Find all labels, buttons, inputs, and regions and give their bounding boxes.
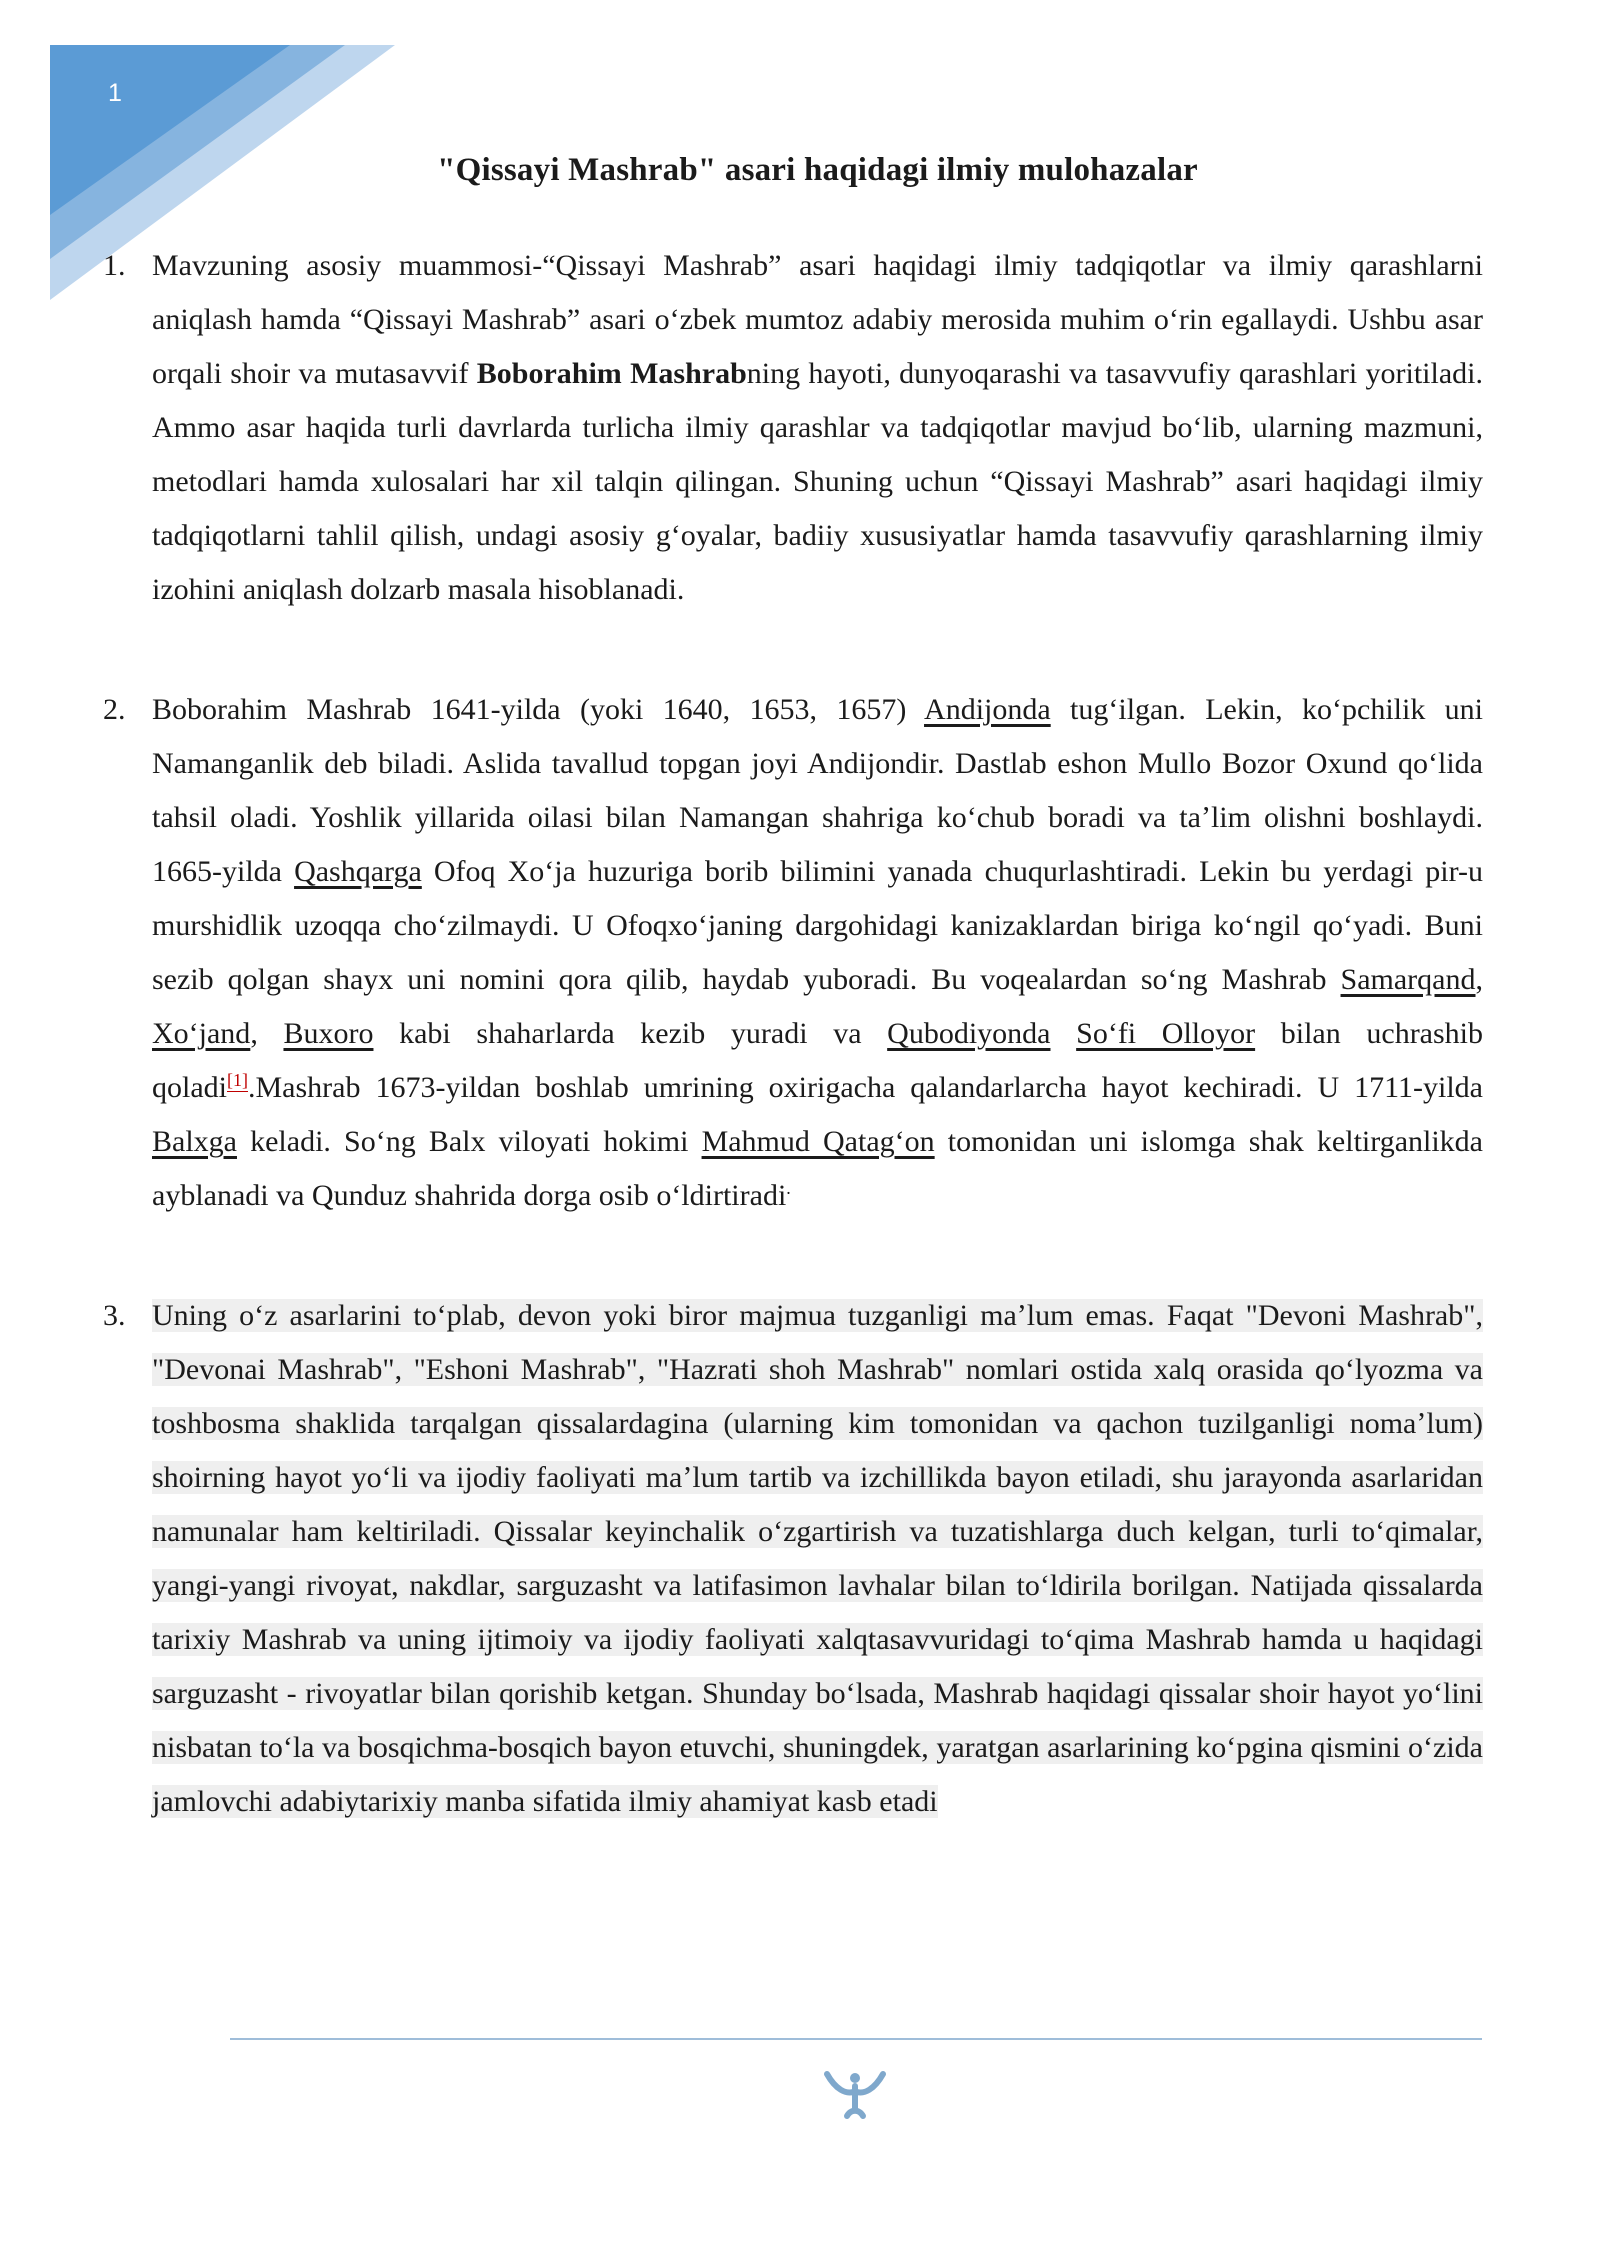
- numbered-paragraph-3: [103, 1289, 1483, 1829]
- text-segment: tugʻilgan. Lekin, koʻpchilik uni Namanganlik deb biladi. Aslida tavallud topgan joyi Andijondir. Dastlab eshon Mullo Bozor Oxund qoʻlida tahsil oladi. Yoshlik yillarida oilasi bilan Namangan shahriga koʻchub boradi va taʼlim olishni boshlaydi. 1665-yilda: [152, 693, 1484, 888]
- numbered-paragraph-2: [103, 683, 1484, 1223]
- paragraph-text: [152, 1299, 1483, 1818]
- text-segment: Qubodiyonda: [887, 1017, 1051, 1050]
- bird-ornament-icon: [822, 2066, 888, 2122]
- text-segment: Soʻfi Olloyor: [1076, 1017, 1256, 1050]
- text-segment: ning hayoti, dunyoqarashi va tasavvufiy qarashlari yoritiladi. Ammo asar haqida turli davrlarda turlicha ilmiy qarashlar va tadqiqotlar mavjud boʻlib, ularning mazmuni, metodlari hamda xulosalari har xil talqin qilingan. Shuning uchun “Qissayi Mashrab” asari haqidagi ilmiy tadqiqotlarni tahlil qilish, undagi asosiy gʻoyalar, badiiy xususiyatlar hamda tasavvufiy qarashlarning ilmiy izohini aniqlash dolzarb masala hisoblanadi.: [152, 357, 1484, 606]
- text-segment: Balxga: [152, 1125, 237, 1158]
- list-number: 3.: [103, 1299, 126, 1332]
- text-segment: Xoʻjand: [152, 1017, 251, 1050]
- text-segment: ,: [250, 1017, 284, 1050]
- paragraph-text: [152, 249, 1483, 606]
- paragraph-text: [152, 693, 1483, 1212]
- text-segment: bilan uchrashib qoladi: [152, 1017, 1484, 1104]
- text-segment: Mahmud Qatagʻon: [701, 1125, 935, 1158]
- text-segment: Samarqand: [1340, 963, 1476, 996]
- page-number: 1: [108, 79, 122, 107]
- list-number: 2.: [103, 693, 126, 726]
- list-number: 1.: [103, 249, 126, 282]
- footer-divider: [230, 2038, 1482, 2040]
- text-segment: Ofoq Xoʻja huzuriga borib bilimini yanada chuqurlashtiradi. Lekin bu yerdagi pir-u murshidlik uzoqqa choʻzilmaydi. U Ofoqxoʻjaning dargohidagi kanizaklardan biriga koʻngil qoʻyadi. Buni sezib qolgan shayx uni nomini qora qilib, haydab yuboradi. Bu voqealardan soʻng Mashrab: [152, 855, 1483, 996]
- footnote-ref[interactable]: [1]: [227, 1070, 248, 1090]
- text-segment: Uning oʻz asarlarini toʻplab, devon yoki biror majmua tuzganligi maʼlum emas. Faqat "Devoni Mashrab", "Devonai Mashrab", "Eshoni Mashrab", "Hazrati shoh Mashrab" nomlari ostida xalq orasida qoʻlyozma va toshbosma shaklida tarqalgan qissalardagina (ularning kim tomonidan va qachon tuzilganligi nomaʼlum) shoirning hayot yoʻli va ijodiy faoliyati maʼlum tartib va izchillikda bayon etiladi, shu jarayonda asarlaridan namunalar ham keltiriladi. Qissalar keyinchalik oʻzgartirish va tuzatishlarga duch kelgan, turli toʻqimalar, yangi-yangi rivoyat, nakdlar, sarguzasht va latifasimon lavhalar bilan toʻldirila borilgan. Natijada qissalarda tarixiy Mashrab va uning ijtimoiy va ijodiy faoliyati xalqtasavvuridagi toʻqima Mashrab hamda u haqidagi sarguzasht - rivoyatlar bilan qorishib ketgan. Shunday boʻlsada, Mashrab haqidagi qissalar shoir hayot yoʻlini nisbatan toʻla va bosqichma-bosqich bayon etuvchi, shuningdek, yaratgan asarlarining koʻpgina qismini oʻzida jamlovchi adabiytarixiy manba sifatida ilmiy ahamiyat kasb etadi: [152, 1299, 1483, 1818]
- text-segment: ,: [1475, 963, 1483, 996]
- text-segment: Andijonda: [924, 693, 1051, 726]
- text-segment: .: [786, 1178, 791, 1198]
- text-segment: Mavzuning asosiy muammosi-“Qissayi Mashrab” asari haqidagi ilmiy tadqiqotlar va ilmiy qarashlarni aniqlash hamda “Qissayi Mashrab” asari oʻzbek mumtoz adabiy merosida muhim oʻrin egallaydi. Ushbu asar orqali shoir va mutasavvif: [152, 249, 1483, 390]
- text-segment: tomonidan uni islomga shak keltirganlikda ayblanadi va Qunduz shahrida dorga osib oʻldirtiradi: [152, 1125, 1483, 1212]
- text-segment: keladi. Soʻng Balx viloyati hokimi: [236, 1125, 702, 1158]
- text-segment: Qashqarga: [294, 855, 422, 888]
- text-segment: .Mashrab 1673-yildan boshlab umrining oxirigacha qalandarlarcha hayot kechiradi. U 1711-yilda: [248, 1071, 1483, 1104]
- text-segment: Boborahim Mashrab: [476, 357, 747, 390]
- bird-icon: [822, 2066, 888, 2122]
- text-segment: kabi shaharlarda kezib yuradi va: [373, 1017, 888, 1050]
- text-segment: Boborahim Mashrab 1641-yilda (yoki 1640, 1653, 1657): [152, 693, 925, 726]
- text-segment: Buxoro: [283, 1017, 374, 1050]
- numbered-paragraph-1: [103, 239, 1484, 617]
- text-segment: [1050, 1017, 1076, 1050]
- document-title: "Qissayi Mashrab" asari haqidagi ilmiy mulohazalar: [437, 152, 1198, 188]
